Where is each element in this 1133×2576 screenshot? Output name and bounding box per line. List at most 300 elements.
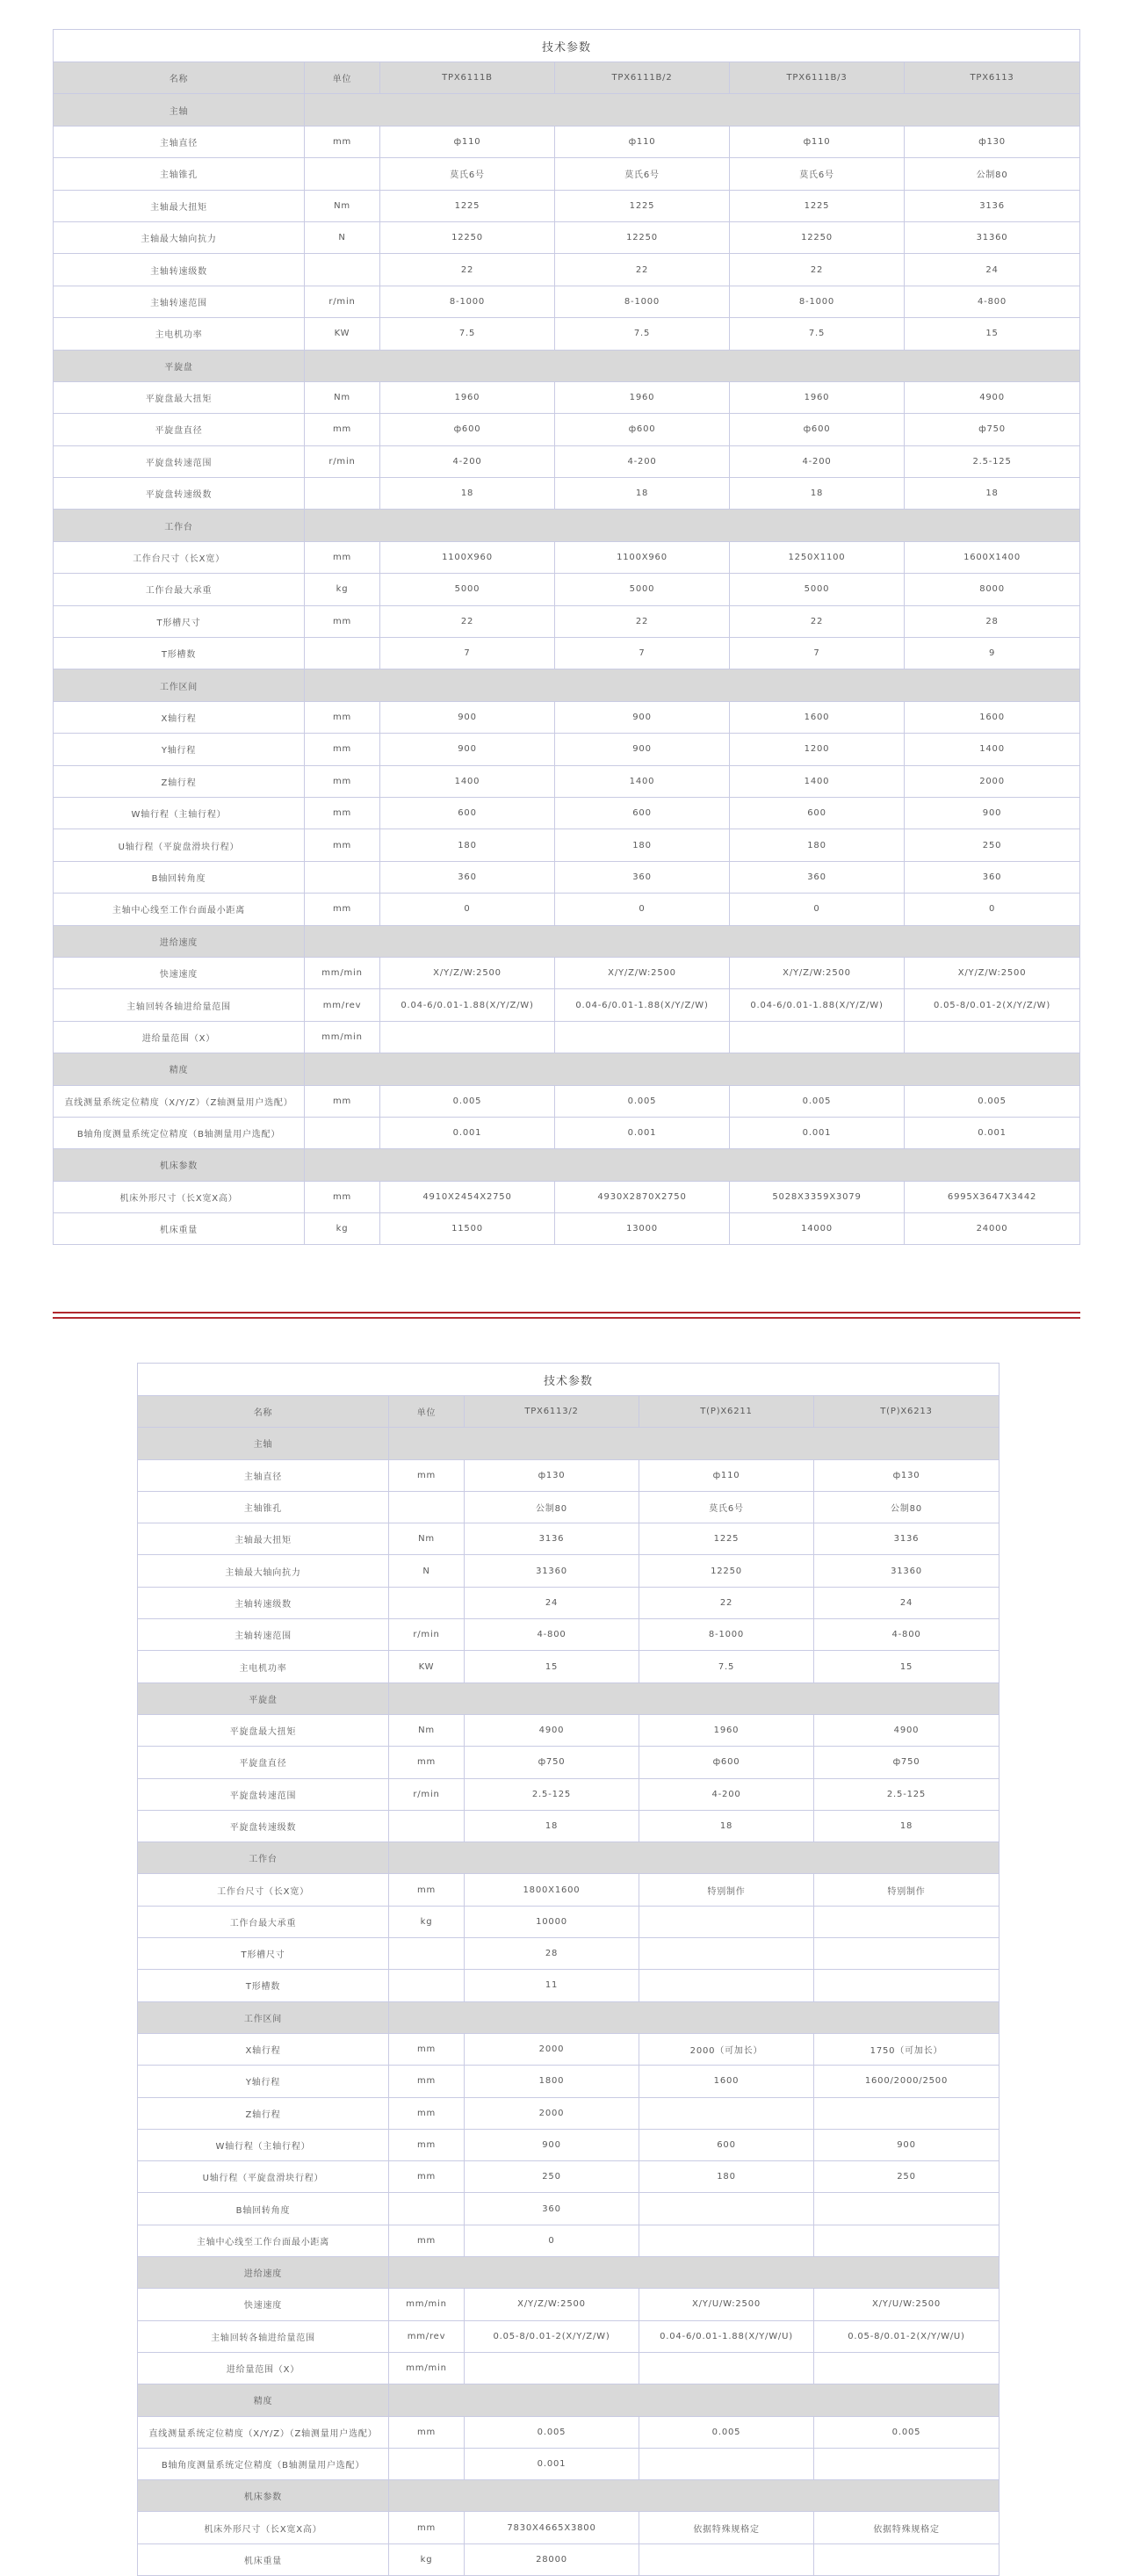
param-name: B轴角度测量系统定位精度（B轴测量用户选配）: [54, 1117, 305, 1148]
param-value: 7: [555, 638, 730, 669]
section-header-row: [138, 2257, 999, 2289]
param-value: 7.5: [639, 1651, 814, 1682]
param-unit: mm: [305, 414, 380, 445]
param-value: [639, 1906, 814, 1937]
param-value: 5000: [730, 574, 905, 605]
param-value: 0.001: [465, 2448, 639, 2479]
table-row: [138, 2543, 999, 2575]
table-row: [138, 1523, 999, 1555]
param-unit: Nm: [389, 1523, 465, 1555]
param-name: 直线测量系统定位精度（X/Y/Z）（Z轴测量用户选配）: [138, 2416, 389, 2448]
table-row: [138, 1459, 999, 1491]
param-unit: kg: [305, 574, 380, 605]
param-value: 12250: [639, 1555, 814, 1587]
param-value: ф110: [555, 126, 730, 157]
section-blank: [389, 1842, 999, 1874]
section-header-row: [54, 94, 1080, 126]
param-value: 4-200: [380, 445, 555, 477]
param-unit: Nm: [389, 1714, 465, 1746]
section-blank: [389, 2384, 999, 2416]
section-header-row: [138, 1682, 999, 1714]
param-value: ф130: [465, 1459, 639, 1491]
table-row: [138, 1906, 999, 1937]
param-value: 360: [555, 861, 730, 893]
param-name: Z轴行程: [138, 2097, 389, 2129]
param-name: 主轴转速级数: [54, 254, 305, 286]
param-value: 2000: [465, 2033, 639, 2065]
param-name: 机床外形尺寸（长X宽X高）: [138, 2512, 389, 2543]
section-label: 平旋盘: [54, 350, 305, 381]
section-header-row: [54, 510, 1080, 541]
param-value: 1800X1600: [465, 1874, 639, 1906]
param-value: 7: [730, 638, 905, 669]
table-row: [138, 2097, 999, 2129]
table-row: [54, 829, 1080, 861]
param-value: 1960: [730, 381, 905, 413]
param-unit: mm: [389, 2129, 465, 2160]
section-header-row: [54, 350, 1080, 381]
param-name: 机床重量: [138, 2543, 389, 2575]
param-value: X/Y/Z/W:2500: [905, 957, 1080, 988]
param-unit: mm: [305, 126, 380, 157]
param-unit: mm: [305, 701, 380, 733]
section-label: 精度: [138, 2384, 389, 2416]
param-unit: r/min: [389, 1619, 465, 1651]
table-row: [54, 1213, 1080, 1245]
param-value: 公制80: [814, 1491, 999, 1523]
param-value: [465, 2352, 639, 2384]
param-value: 9: [905, 638, 1080, 669]
table-row: [138, 1778, 999, 1810]
table-row: [138, 2033, 999, 2065]
param-unit: mm: [389, 1747, 465, 1778]
table-row: [138, 2416, 999, 2448]
param-value: 2000: [905, 765, 1080, 797]
param-value: 0: [905, 894, 1080, 925]
column-header: TPX6111B/2: [555, 62, 730, 94]
param-name: 主轴最大扭矩: [138, 1523, 389, 1555]
param-name: 平旋盘转速范围: [138, 1778, 389, 1810]
param-value: 1960: [380, 381, 555, 413]
param-value: 900: [555, 734, 730, 765]
section-divider-line: [53, 1317, 1080, 1319]
param-unit: mm: [389, 2161, 465, 2193]
param-name: B轴角度测量系统定位精度（B轴测量用户选配）: [138, 2448, 389, 2479]
param-value: 14000: [730, 1213, 905, 1245]
param-value: 0.05-8/0.01-2(X/Y/Z/W): [465, 2320, 639, 2352]
param-value: 4910X2454X2750: [380, 1181, 555, 1212]
param-value: 18: [905, 478, 1080, 510]
param-value: 24: [814, 1587, 999, 1618]
section-header-row: [54, 925, 1080, 957]
section-blank: [305, 669, 1080, 701]
table-row: [54, 605, 1080, 637]
table-row: [54, 765, 1080, 797]
section-label: 机床参数: [138, 2480, 389, 2512]
param-value: 15: [905, 318, 1080, 350]
table-header-row: [54, 62, 1080, 94]
param-value: 8-1000: [639, 1619, 814, 1651]
table-row: [54, 541, 1080, 573]
param-unit: mm: [305, 765, 380, 797]
param-unit: mm: [305, 1181, 380, 1212]
param-value: 1960: [555, 381, 730, 413]
table-title-row: [54, 30, 1080, 62]
param-value: 22: [555, 254, 730, 286]
param-value: 4-200: [555, 445, 730, 477]
param-value: 莫氏6号: [730, 158, 905, 190]
section-header-row: [138, 2001, 999, 2033]
param-unit: [389, 1587, 465, 1618]
param-value: [639, 1938, 814, 1970]
column-header: 单位: [389, 1396, 465, 1428]
table-row: [138, 1810, 999, 1842]
table-row: [54, 190, 1080, 221]
param-value: 600: [380, 797, 555, 829]
param-unit: mm: [389, 2416, 465, 2448]
column-header: T(P)X6213: [814, 1396, 999, 1428]
param-value: 1400: [905, 734, 1080, 765]
param-value: ф600: [730, 414, 905, 445]
param-name: Z轴行程: [54, 765, 305, 797]
param-value: [639, 1970, 814, 2001]
param-name: 平旋盘最大扭矩: [54, 381, 305, 413]
param-value: 0.005: [555, 1085, 730, 1117]
param-name: 主轴转速级数: [138, 1587, 389, 1618]
param-name: 主轴直径: [138, 1459, 389, 1491]
param-value: 5000: [555, 574, 730, 605]
param-value: 4900: [905, 381, 1080, 413]
param-value: 360: [730, 861, 905, 893]
param-unit: r/min: [389, 1778, 465, 1810]
param-name: 机床外形尺寸（长X宽X高）: [54, 1181, 305, 1212]
table-row: [138, 1651, 999, 1682]
table-row: [54, 414, 1080, 445]
column-header: 名称: [138, 1396, 389, 1428]
param-value: 180: [639, 2161, 814, 2193]
param-value: 31360: [465, 1555, 639, 1587]
param-value: 1225: [730, 190, 905, 221]
param-value: [639, 2193, 814, 2225]
param-name: 快速速度: [54, 957, 305, 988]
param-value: 依据特殊规格定: [814, 2512, 999, 2543]
param-value: 28000: [465, 2543, 639, 2575]
param-value: 18: [814, 1810, 999, 1842]
param-unit: mm: [389, 1459, 465, 1491]
param-unit: [305, 638, 380, 669]
param-value: 1250X1100: [730, 541, 905, 573]
param-value: [814, 2448, 999, 2479]
param-value: 1600: [905, 701, 1080, 733]
param-value: 8-1000: [730, 286, 905, 317]
table-row: [138, 2161, 999, 2193]
param-value: [639, 2352, 814, 2384]
param-unit: N: [305, 221, 380, 253]
param-name: 主轴锥孔: [138, 1491, 389, 1523]
table-row: [138, 2352, 999, 2384]
param-name: X轴行程: [54, 701, 305, 733]
param-unit: [389, 1970, 465, 2001]
param-value: 特别制作: [639, 1874, 814, 1906]
section-header-row: [138, 1428, 999, 1459]
param-value: 180: [730, 829, 905, 861]
column-header: TPX6111B: [380, 62, 555, 94]
param-value: 3136: [905, 190, 1080, 221]
table-row: [138, 1555, 999, 1587]
param-value: 1750（可加长）: [814, 2033, 999, 2065]
param-value: ф600: [555, 414, 730, 445]
table-row: [54, 381, 1080, 413]
table-row: [138, 2193, 999, 2225]
param-value: [814, 2097, 999, 2129]
param-value: [639, 2097, 814, 2129]
param-name: T形槽尺寸: [138, 1938, 389, 1970]
param-name: 主轴转速范围: [54, 286, 305, 317]
param-value: 4-800: [814, 1619, 999, 1651]
param-value: 0.05-8/0.01-2(X/Y/Z/W): [905, 989, 1080, 1021]
param-value: 900: [905, 797, 1080, 829]
table-row: [138, 2512, 999, 2543]
table-row: [54, 989, 1080, 1021]
table-row: [54, 1181, 1080, 1212]
param-value: 0.005: [639, 2416, 814, 2448]
param-value: [730, 1021, 905, 1053]
param-value: 15: [465, 1651, 639, 1682]
param-name: 平旋盘直径: [138, 1747, 389, 1778]
table-row: [54, 861, 1080, 893]
param-value: [380, 1021, 555, 1053]
param-unit: [305, 1117, 380, 1148]
param-unit: kg: [305, 1213, 380, 1245]
param-unit: mm/rev: [389, 2320, 465, 2352]
param-value: 2.5-125: [905, 445, 1080, 477]
param-value: ф130: [905, 126, 1080, 157]
param-value: ф750: [905, 414, 1080, 445]
param-value: 公制80: [905, 158, 1080, 190]
param-value: 24: [465, 1587, 639, 1618]
section-label: 主轴: [138, 1428, 389, 1459]
section-label: 工作台: [54, 510, 305, 541]
param-value: 7.5: [380, 318, 555, 350]
table-row: [54, 957, 1080, 988]
param-value: 1100X960: [555, 541, 730, 573]
param-unit: [389, 2193, 465, 2225]
param-unit: mm: [389, 2066, 465, 2097]
table-row: [138, 1619, 999, 1651]
table-row: [54, 734, 1080, 765]
param-value: ф110: [639, 1459, 814, 1491]
param-value: 600: [730, 797, 905, 829]
param-value: 22: [639, 1587, 814, 1618]
param-value: X/Y/Z/W:2500: [380, 957, 555, 988]
table-row: [54, 1117, 1080, 1148]
param-name: T形槽尺寸: [54, 605, 305, 637]
param-unit: [389, 1810, 465, 1842]
param-value: 22: [555, 605, 730, 637]
table-row: [54, 574, 1080, 605]
section-blank: [305, 1053, 1080, 1085]
param-value: 22: [380, 605, 555, 637]
param-value: 4-800: [465, 1619, 639, 1651]
param-value: 250: [814, 2161, 999, 2193]
param-value: 依据特殊规格定: [639, 2512, 814, 2543]
param-value: 0: [380, 894, 555, 925]
column-header: 名称: [54, 62, 305, 94]
param-value: 0.04-6/0.01-1.88(X/Y/W/U): [639, 2320, 814, 2352]
section-label: 进给速度: [138, 2257, 389, 2289]
column-header: 单位: [305, 62, 380, 94]
param-name: T形槽数: [138, 1970, 389, 2001]
param-value: 10000: [465, 1906, 639, 1937]
param-value: 2.5-125: [465, 1778, 639, 1810]
param-unit: mm: [305, 605, 380, 637]
table-row: [138, 2289, 999, 2320]
table-row: [54, 254, 1080, 286]
section-label: 工作台: [138, 1842, 389, 1874]
param-value: ф600: [639, 1747, 814, 1778]
param-unit: mm: [305, 541, 380, 573]
param-value: 24: [905, 254, 1080, 286]
param-value: 0.04-6/0.01-1.88(X/Y/Z/W): [730, 989, 905, 1021]
param-unit: mm/min: [305, 957, 380, 988]
param-value: 18: [730, 478, 905, 510]
table-row: [54, 221, 1080, 253]
param-name: Y轴行程: [138, 2066, 389, 2097]
param-name: 主电机功率: [138, 1651, 389, 1682]
param-unit: mm: [305, 734, 380, 765]
param-unit: mm/min: [389, 2352, 465, 2384]
param-value: 5000: [380, 574, 555, 605]
table-row: [54, 894, 1080, 925]
param-value: 4900: [814, 1714, 999, 1746]
param-value: [639, 2543, 814, 2575]
param-value: 7.5: [730, 318, 905, 350]
param-unit: Nm: [305, 190, 380, 221]
param-name: W轴行程（主轴行程）: [138, 2129, 389, 2160]
param-value: 12250: [380, 221, 555, 253]
param-value: 0.001: [905, 1117, 1080, 1148]
section-label: 平旋盘: [138, 1682, 389, 1714]
spec-table-2-body: [138, 1364, 999, 2576]
param-name: U轴行程（平旋盘滑块行程）: [54, 829, 305, 861]
param-value: 1200: [730, 734, 905, 765]
param-value: 1225: [555, 190, 730, 221]
param-value: 1600X1400: [905, 541, 1080, 573]
param-unit: mm: [389, 2097, 465, 2129]
param-name: 进给量范围（X）: [54, 1021, 305, 1053]
param-value: [814, 2225, 999, 2256]
param-name: 直线测量系统定位精度（X/Y/Z）（Z轴测量用户选配）: [54, 1085, 305, 1117]
param-value: ф750: [465, 1747, 639, 1778]
param-value: 7830X4665X3800: [465, 2512, 639, 2543]
param-value: 18: [380, 478, 555, 510]
param-unit: N: [389, 1555, 465, 1587]
param-name: 机床重量: [54, 1213, 305, 1245]
param-unit: [305, 861, 380, 893]
param-value: 2000（可加长）: [639, 2033, 814, 2065]
table-row: [138, 1491, 999, 1523]
param-value: 18: [465, 1810, 639, 1842]
param-value: 0: [730, 894, 905, 925]
param-value: 0.005: [465, 2416, 639, 2448]
table-row: [54, 158, 1080, 190]
param-value: 8000: [905, 574, 1080, 605]
param-value: 360: [905, 861, 1080, 893]
param-value: 1600/2000/2500: [814, 2066, 999, 2097]
param-value: 13000: [555, 1213, 730, 1245]
param-name: 主轴最大轴向抗力: [138, 1555, 389, 1587]
table-header-row: [138, 1396, 999, 1428]
table-title: 技术参数: [138, 1364, 999, 1396]
param-value: 0: [465, 2225, 639, 2256]
table-row: [54, 797, 1080, 829]
param-name: U轴行程（平旋盘滑块行程）: [138, 2161, 389, 2193]
param-value: ф110: [730, 126, 905, 157]
param-value: 28: [905, 605, 1080, 637]
param-name: 工作台尺寸（长X宽）: [54, 541, 305, 573]
column-header: TPX6113: [905, 62, 1080, 94]
param-value: [639, 2225, 814, 2256]
table-row: [54, 126, 1080, 157]
param-value: [555, 1021, 730, 1053]
table-row: [54, 478, 1080, 510]
param-unit: mm: [305, 1085, 380, 1117]
section-blank: [305, 925, 1080, 957]
param-value: 8-1000: [380, 286, 555, 317]
param-name: 主电机功率: [54, 318, 305, 350]
param-value: 180: [555, 829, 730, 861]
param-value: ф750: [814, 1747, 999, 1778]
spec-table-2: [137, 1363, 999, 2576]
param-value: 7: [380, 638, 555, 669]
param-value: 0.001: [380, 1117, 555, 1148]
param-name: 主轴直径: [54, 126, 305, 157]
param-value: 7.5: [555, 318, 730, 350]
param-value: 600: [639, 2129, 814, 2160]
param-unit: mm: [389, 2512, 465, 2543]
param-value: 0.05-8/0.01-2(X/Y/W/U): [814, 2320, 999, 2352]
param-unit: r/min: [305, 445, 380, 477]
param-value: [814, 2352, 999, 2384]
param-unit: KW: [305, 318, 380, 350]
param-value: 22: [730, 605, 905, 637]
param-value: ф130: [814, 1459, 999, 1491]
param-unit: [389, 1938, 465, 1970]
param-name: 主轴中心线至工作台面最小距离: [138, 2225, 389, 2256]
param-name: 平旋盘转速范围: [54, 445, 305, 477]
param-value: [814, 2193, 999, 2225]
param-value: 0.001: [555, 1117, 730, 1148]
param-value: [905, 1021, 1080, 1053]
param-value: 0.001: [730, 1117, 905, 1148]
param-value: 公制80: [465, 1491, 639, 1523]
table-row: [138, 2066, 999, 2097]
param-name: 平旋盘最大扭矩: [138, 1714, 389, 1746]
param-value: 22: [730, 254, 905, 286]
param-value: 1800: [465, 2066, 639, 2097]
param-name: 平旋盘直径: [54, 414, 305, 445]
param-value: 莫氏6号: [380, 158, 555, 190]
param-unit: KW: [389, 1651, 465, 1682]
section-blank: [305, 94, 1080, 126]
section-header-row: [138, 2384, 999, 2416]
param-value: [639, 2448, 814, 2479]
param-value: X/Y/U/W:2500: [814, 2289, 999, 2320]
param-name: 主轴回转各轴进给量范围: [54, 989, 305, 1021]
param-unit: kg: [389, 1906, 465, 1937]
param-value: 4900: [465, 1714, 639, 1746]
param-unit: [305, 478, 380, 510]
